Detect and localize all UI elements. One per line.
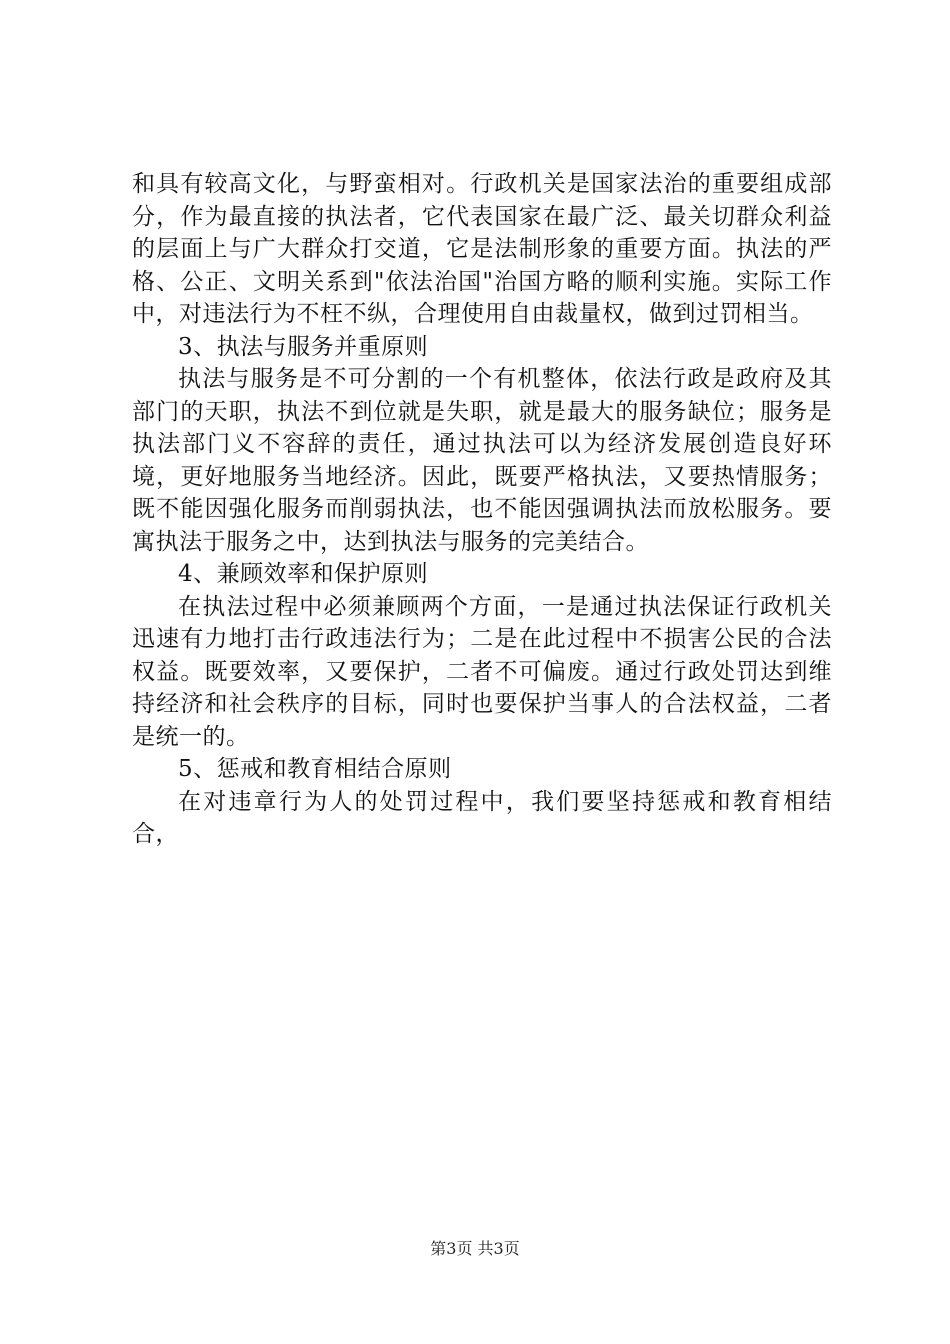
page-footer: 第3页 共3页: [430, 1239, 520, 1258]
paragraph-efficiency-protection: 在执法过程中必须兼顾两个方面，一是通过执法保证行政机关迅速有力地打击行政违法行为；二是在此过程中不损害公民的合法权益。既要效率，又要保护，二者不可偏废。通过行政处罚达到维持经济和社会秩序的目标，同时也要保护当事人的合法权益，二者是统一的。: [132, 593, 832, 750]
section-heading-3: 3、执法与服务并重原则: [178, 333, 429, 360]
paragraph-continuation: 和具有较高文化，与野蛮相对。行政机关是国家法治的重要组成部分，作为最直接的执法者，它代表国家在最广泛、最关切群众利益的层面上与广大群众打交道，它是法制形象的重要方面。执法的严格、公正、文明关系到"依法治国"治国方略的顺利实施。实际工作中，对违法行为不枉不纵，合理使用自由裁量权，做到过罚相当。: [132, 171, 832, 327]
section-heading-4: 4、兼顾效率和保护原则: [178, 561, 429, 587]
paragraph-law-enforcement-service: 执法与服务是不可分割的一个有机整体，依法行政是政府及其部门的天职，执法不到位就是失职，就是最大的服务缺位；服务是执法部门义不容辞的责任，通过执法可以为经济发展创造良好环境，更好地服务当地经济。因此，既要严格执法，又要热情服务；既不能因强化服务而削弱执法，也不能因强调执法而放松服务。要寓执法于服务之中，达到执法与服务的完美结合。: [132, 366, 832, 555]
document-body: [132, 168, 832, 851]
section-heading-5: 5、惩戒和教育相结合原则: [178, 756, 452, 782]
paragraph-punishment-education: 在对违章行为人的处罚过程中，我们要坚持惩戒和教育相结合，: [132, 788, 832, 847]
